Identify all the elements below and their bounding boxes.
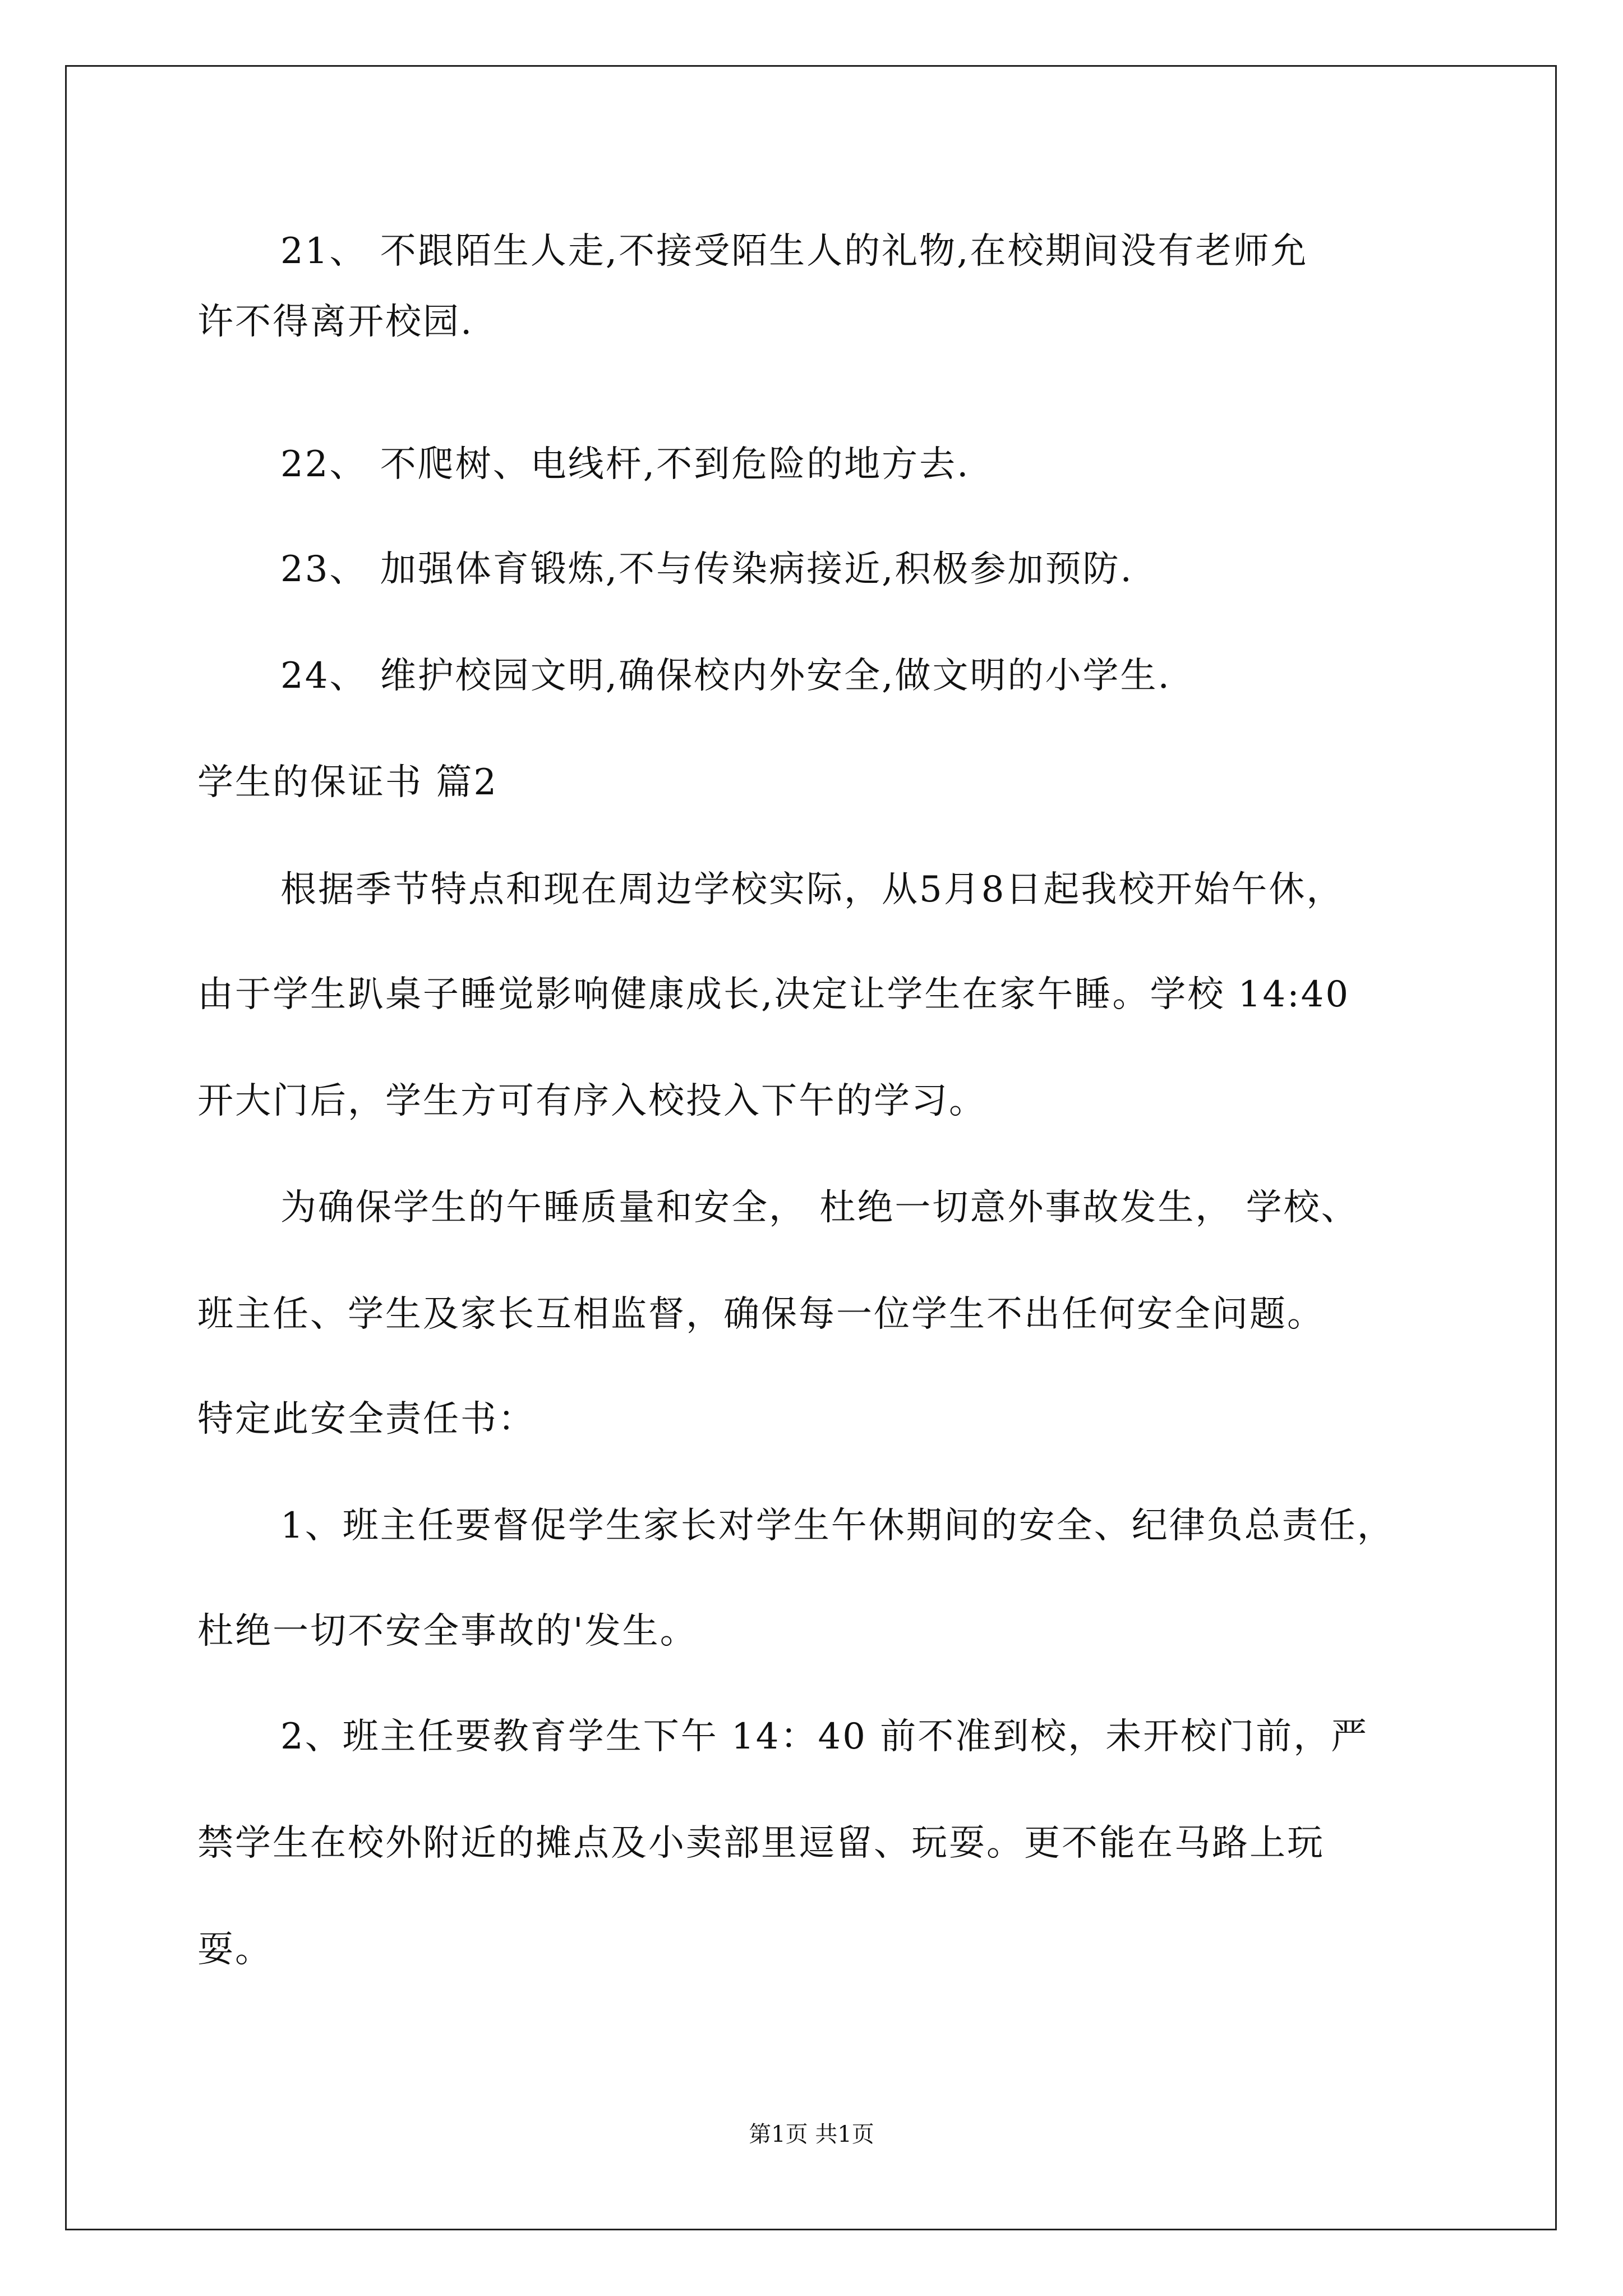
rule-1-line-1: 1、班主任要督促学生家长对学生午休期间的安全、纪律负总责任， xyxy=(280,1505,1395,1547)
item-23: 23、 加强体育锻炼,不与传染病接近,积极参加预防. xyxy=(280,549,1133,590)
rule-2-line-3: 耍。 xyxy=(197,1929,273,1971)
section-heading: 学生的保证书 篇2 xyxy=(197,762,499,803)
item-22: 22、 不爬树、电线杆,不到危险的地方去. xyxy=(280,444,970,485)
rule-2-line-1: 2、班主任要教育学生下午 14：40 前不准到校，未开校门前，严 xyxy=(280,1716,1369,1757)
rule-2-line-2: 禁学生在校外附近的摊点及小卖部里逗留、玩耍。更不能在马路上玩 xyxy=(197,1823,1325,1864)
paragraph-1-line-2: 由于学生趴桌子睡觉影响健康成长,决定让学生在家午睡。学校 14:40 xyxy=(197,974,1350,1015)
paragraph-2-line-2: 班主任、学生及家长互相监督，确保每一位学生不出任何安全问题。 xyxy=(197,1294,1325,1335)
rule-1-line-2: 杜绝一切不安全事故的'发生。 xyxy=(197,1611,698,1652)
item-24: 24、 维护校园文明,确保校内外安全,做文明的小学生. xyxy=(280,655,1171,697)
page-footer: 第1页 共1页 xyxy=(749,2122,874,2147)
item-21-line-1: 21、 不跟陌生人走,不接受陌生人的礼物,在校期间没有老师允 xyxy=(280,231,1308,272)
paragraph-1-line-1: 根据季节特点和现在周边学校实际，从5月8日起我校开始午休， xyxy=(280,869,1344,910)
paragraph-2-line-3: 特定此安全责任书： xyxy=(197,1398,536,1440)
paragraph-1-line-3: 开大门后，学生方可有序入校投入下午的学习。 xyxy=(197,1080,986,1122)
paragraph-2-line-1: 为确保学生的午睡质量和安全， 杜绝一切意外事故发生， 学校、 xyxy=(280,1187,1359,1228)
page-border xyxy=(65,65,1557,2230)
item-21-line-2: 许不得离开校园. xyxy=(197,301,474,343)
